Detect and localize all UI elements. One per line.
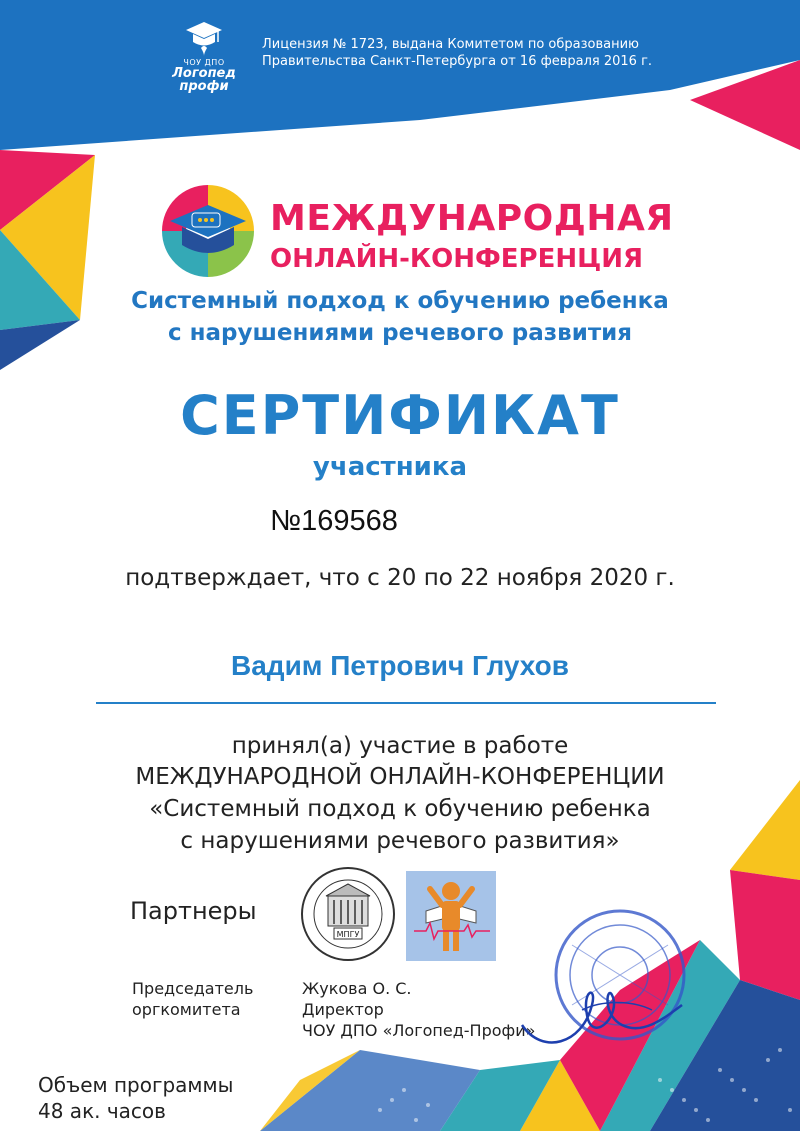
logo-line2: профи	[179, 79, 229, 94]
conference-title-line2: ОНЛАЙН-КОНФЕРЕНЦИЯ	[270, 244, 644, 274]
conference-topic-line2: с нарушениями речевого развития	[167, 320, 633, 346]
mpgu-seal-logo	[300, 866, 396, 962]
certificate-title: СЕРТИФИКАТ	[180, 384, 620, 447]
conference-title-line1: МЕЖДУНАРОДНАЯ	[270, 198, 674, 239]
recipient-name: Вадим Петрович Глухов	[231, 650, 569, 681]
conference-topic-line1: Системный подход к обучению ребенка	[131, 288, 669, 314]
conference-logo-icon	[158, 183, 258, 278]
license-text	[262, 36, 682, 70]
body-line3: «Системный подход к обучению ребенка	[149, 796, 651, 822]
graduation-cap-icon	[184, 20, 224, 58]
logo-line1: Логопед	[172, 66, 236, 81]
logo-small-text: ЧОУ ДПО	[183, 58, 225, 67]
body-line1: принял(а) участие в работе	[231, 733, 569, 759]
license-line1: Лицензия № 1723, выдана Комитетом по образованию	[262, 37, 639, 52]
organization-logo	[172, 20, 236, 92]
body-line4: с нарушениями речевого развития»	[180, 828, 620, 854]
name-underline	[96, 702, 716, 704]
mpgu-seal-text: МПГУ	[336, 930, 360, 939]
license-line2: Правительства Санкт-Петербурга от 16 февраля 2016 г.	[262, 54, 653, 69]
certificate-subtitle: участника	[312, 452, 468, 482]
signer-position: Директор	[302, 1000, 384, 1019]
body-line2: МЕЖДУНАРОДНОЙ ОНЛАЙН-КОНФЕРЕНЦИИ	[135, 764, 665, 790]
program-volume-line1: Объем программы	[38, 1073, 234, 1097]
confirms-text: подтверждает, что с 20 по 22 ноября 2020 г.	[125, 565, 675, 591]
signer-caption	[302, 978, 535, 1041]
chair-caption	[132, 978, 253, 1020]
certificate-number: №169568	[270, 505, 398, 537]
program-volume	[38, 1072, 233, 1124]
official-stamp-and-signature	[512, 905, 692, 1075]
program-volume-line2: 48 ак. часов	[38, 1099, 166, 1123]
chair-line1: Председатель	[132, 979, 254, 998]
partners-label: Партнеры	[130, 897, 257, 925]
signer-organization: ЧОУ ДПО «Логопед-Профи»	[302, 1021, 536, 1040]
partner-logo-box	[406, 871, 496, 961]
speech-therapy-figure-icon	[406, 871, 496, 961]
signer-name: Жукова О. С.	[302, 979, 412, 998]
chair-line2: оргкомитета	[132, 1000, 241, 1019]
